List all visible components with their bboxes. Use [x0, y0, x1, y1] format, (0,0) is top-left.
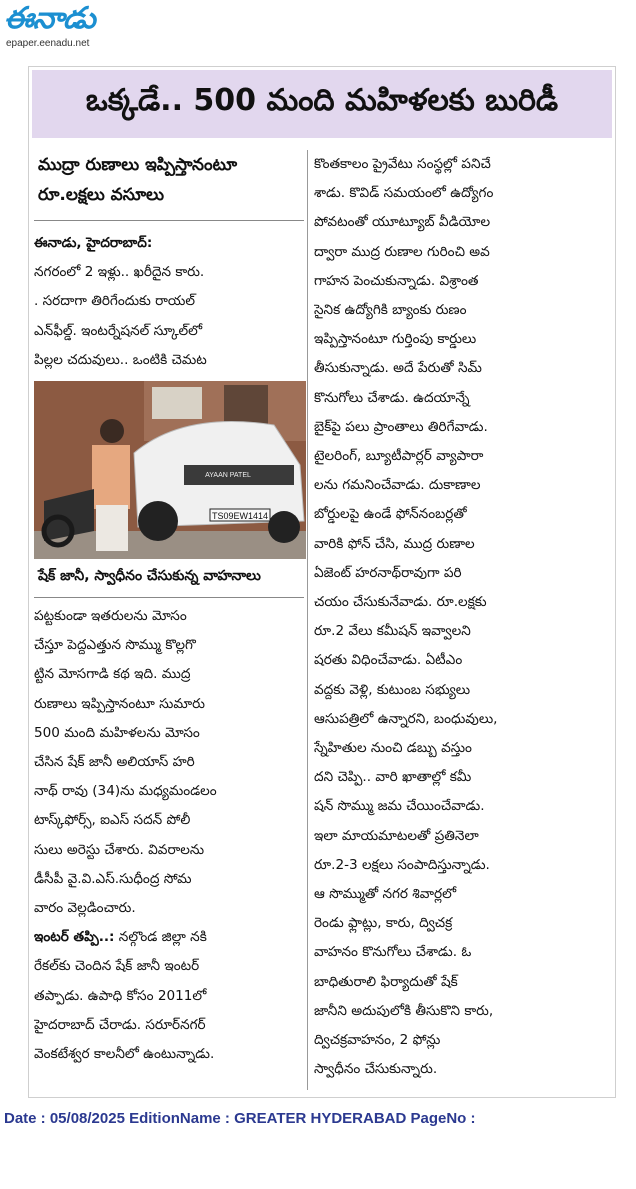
body-line: బైక్‌పై పలు ప్రాంతాలు తిరిగేవాడు.: [314, 418, 488, 435]
edition-footer: Date : 05/08/2025 EditionName : GREATER HYDERABAD PageNo :: [4, 1110, 476, 1127]
body-line: ద్విచక్రవాహనం, 2 ఫోన్లు: [314, 1032, 441, 1049]
subheading-divider: [34, 220, 304, 221]
logo-wordmark: ఈనాడు: [4, 1, 95, 36]
article-headline: ఒక్కడే.. 500 మంది మహిళలకు బురిడీ: [85, 83, 559, 118]
body-line: షన్ సొమ్ము జమ చేయించేవాడు.: [314, 798, 485, 815]
body-line: వెంకటేశ్వర కాలనీలో ఉంటున్నాడు.: [34, 1046, 215, 1063]
body-text: నల్గొండ జిల్లా నకి: [114, 929, 207, 946]
body-line: షరతు విధించేవాడు. ఏటీఎం: [314, 652, 463, 669]
body-line: ఇప్పిస్తానంటూ గుర్తింపు కార్డులు: [314, 331, 477, 348]
body-line: స్నేహితుల నుంచి డబ్బు వస్తుం: [314, 740, 472, 757]
body-line: వారికి ఫోన్ చేసి, ముద్ర రుణాల: [314, 535, 475, 552]
right-column: [314, 150, 614, 1085]
car-badge: AYAAN PATEL: [205, 472, 251, 480]
body-line: వాహనం కొనుగోలు చేశాడు. ఓ: [314, 944, 472, 961]
body-line: టైలరింగ్, బ్యూటీపార్లర్ వ్యాపారా: [314, 448, 484, 465]
body-line: వద్దకు వెళ్లి, కుటుంబ సభ్యులు: [314, 681, 471, 698]
body-line: [34, 923, 304, 952]
body-line: జానీని అదుపులోకి తీసుకొని కారు,: [314, 1002, 494, 1019]
number-plate: TS09EW1414: [211, 511, 269, 522]
body-line: పట్టకుండా ఇతరులను మోసం: [34, 608, 187, 625]
body-line: తీసుకున్నాడు. అదే పేరుతో సిమ్: [314, 360, 482, 377]
body-line: లను గమనించేవాడు. దుకాణాల: [314, 477, 481, 494]
news-photo: [34, 381, 306, 559]
dateline: ఈనాడు, హైదరాబాద్:: [34, 235, 153, 251]
body-line: స్వాధీనం చేసుకున్నారు.: [314, 1061, 438, 1078]
caption-divider: [34, 597, 304, 598]
body-line: టాస్క్‌ఫోర్స్, ఐఎస్ సదన్ పోలీ: [34, 812, 191, 829]
body-line: హైదరాబాద్ చేరాడు. సరూర్‌నగర్: [34, 1016, 206, 1033]
body-line: కొనుగోలు చేశాడు. ఉదయాన్నే: [314, 389, 470, 406]
logo-url: epaper.eenadu.net: [6, 38, 90, 49]
article-headline-band: [32, 70, 612, 138]
body-line: పోవటంతో యూట్యూబ్ వీడియోల: [314, 214, 491, 231]
eenadu-logo: [4, 2, 164, 52]
inter-subheading: ఇంటర్ తప్పి..:: [34, 929, 115, 946]
body-line: చేసిన షేక్ జానీ అలియాస్ హరి: [34, 754, 195, 771]
body-line: శాడు. కొవిడ్ సమయంలో ఉద్యోగం: [314, 185, 494, 202]
body-line: రూ.2 వేలు కమీషన్ ఇవ్వాలని: [314, 623, 471, 640]
photo-illustration: [34, 381, 306, 559]
body-line: నాథ్ రావు (34)ను మధ్యమండలం: [34, 783, 217, 800]
body-line: నగరంలో 2 ఇళ్లు.. ఖరీదైన కారు.: [34, 264, 205, 281]
body-line: . సరదాగా తిరిగేందుకు రాయల్: [34, 293, 196, 310]
body-line: రుణాలు ఇప్పిస్తానంటూ సుమారు: [34, 695, 205, 712]
body-line: రేకల్‌కు చెందిన షేక్ జానీ ఇంటర్: [34, 958, 200, 975]
body-line: 500 మంది మహిళలను మోసం: [34, 724, 200, 741]
subheading-line: రూ.లక్షలు వసూలు: [38, 185, 164, 205]
body-line: కొంతకాలం ప్రైవేటు సంస్థల్లో పనిచే: [314, 156, 491, 172]
body-line: ఇలా మాయమాటలతో ప్రతినెలా: [314, 827, 479, 844]
subheading-line: ముద్రా రుణాలు ఇప్పిస్తానంటూ: [38, 155, 238, 175]
body-line: రెండు ఫ్లాట్లు, కారు, ద్విచక్ర: [314, 915, 453, 932]
body-line: బాధితురాలి ఫిర్యాదుతో షేక్: [314, 973, 458, 990]
body-line: ట్టిన మోసగాడి కథ ఇది. ముద్ర: [34, 666, 191, 683]
body-line: సులు అరెస్టు చేశారు. వివరాలను: [34, 841, 205, 858]
body-line: వారం వెల్లడించారు.: [34, 900, 136, 917]
body-line: రూ.2-3 లక్షలు సంపాదిస్తున్నాడు.: [314, 856, 490, 873]
body-line: గాహన పెంచుకున్నాడు. విశ్రాంత: [314, 272, 479, 289]
body-line: చయం చేసుకునేవాడు. రూ.లక్షకు: [314, 594, 487, 611]
body-line: చేస్తూ పెద్దఎత్తున సొమ్ము కొల్లగొ: [34, 637, 196, 654]
body-line: డీసీపీ వై.వి.ఎస్.సుధీంద్ర సోమ: [34, 870, 192, 887]
left-column: [34, 150, 304, 1069]
subheading: [34, 150, 304, 210]
body-line: సైనిక ఉద్యోగికి బ్యాంకు రుణం: [314, 302, 467, 319]
body-line: ఆ సొమ్ముతో నగర శివార్లలో: [314, 886, 457, 903]
body-line: ఏజెంట్ హరనాథ్‌రావుగా పరి: [314, 564, 462, 581]
body-line: తప్పాడు. ఉపాధి కోసం 2011లో: [34, 987, 207, 1004]
column-divider: [307, 150, 308, 1090]
body-line: ద్వారా ముద్ర రుణాల గురించి అవ: [314, 243, 490, 260]
body-line: బోర్డులపై ఉండే ఫోన్‌నంబర్లతో: [314, 506, 467, 523]
body-line: ఎన్‌ఫీల్డ్. ఇంటర్నేషనల్ స్కూల్‌లో: [34, 322, 203, 339]
body-line: ఆసుపత్రిలో ఉన్నారని, బంధువులు,: [314, 710, 498, 727]
photo-caption: షేక్ జానీ, స్వాధీనం చేసుకున్న వాహనాలు: [38, 568, 261, 585]
body-line: పిల్లల చదువులు.. ఒంటికి చెమట: [34, 351, 207, 368]
body-line: దని చెప్పి.. వారి ఖాతాల్లో కమీ: [314, 769, 472, 786]
